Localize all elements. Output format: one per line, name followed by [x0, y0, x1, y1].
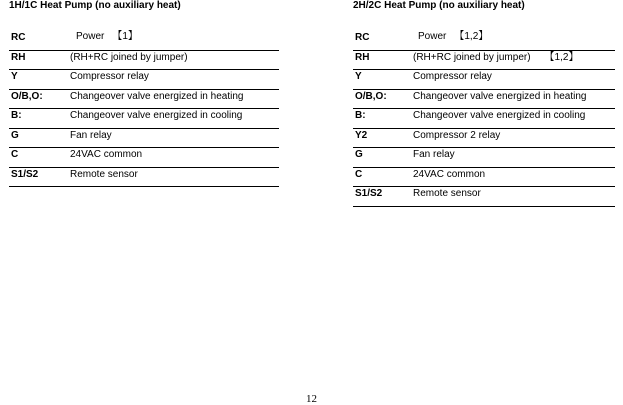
terminal-description: Power 【1】: [76, 31, 138, 42]
terminal-description: 24VAC common: [413, 168, 486, 180]
terminal-label: G: [355, 149, 363, 160]
page-number: 12: [306, 393, 317, 405]
terminal-description: Fan relay: [70, 129, 112, 141]
terminal-label: RH: [355, 51, 370, 63]
footnote-ref: 【1】: [112, 31, 138, 42]
terminal-label: Y: [355, 71, 362, 82]
table-row: [9, 51, 279, 71]
table-row: [9, 109, 279, 129]
terminal-label: Y: [11, 71, 18, 82]
left-wiring-table: [9, 31, 279, 187]
terminal-description: Changeover valve energized in heating: [70, 90, 244, 102]
terminal-label: Y2: [355, 129, 368, 141]
terminal-description: Compressor relay: [70, 71, 149, 82]
terminal-description: Compressor 2 relay: [413, 129, 501, 141]
terminal-description: Remote sensor: [413, 188, 481, 199]
terminal-label: O/B,O:: [11, 90, 43, 102]
terminal-description: Remote sensor: [70, 168, 138, 180]
table-row: [9, 168, 279, 188]
table-row: [353, 168, 615, 188]
terminal-label: RH: [11, 51, 26, 63]
table-row: [353, 70, 615, 90]
right-table-heading: 2H/2C Heat Pump (no auxiliary heat): [353, 0, 525, 11]
terminal-description: Changeover valve energized in cooling: [70, 110, 243, 121]
table-row: [353, 129, 615, 149]
terminal-description: 24VAC common: [70, 149, 143, 160]
terminal-label: O/B,O:: [355, 90, 387, 102]
terminal-description: (RH+RC joined by jumper) 【1,2】: [413, 51, 579, 63]
footnote-ref: 【1,2】: [544, 51, 579, 63]
terminal-label: S1/S2: [355, 188, 383, 199]
table-row: [9, 148, 279, 168]
terminal-description: Compressor relay: [413, 71, 492, 82]
terminal-label: G: [11, 129, 19, 141]
table-row: [9, 70, 279, 90]
terminal-label: RC: [11, 32, 26, 43]
terminal-description: Changeover valve energized in cooling: [413, 110, 586, 121]
table-row: [353, 90, 615, 110]
left-table-heading: 1H/1C Heat Pump (no auxiliary heat): [9, 0, 181, 11]
footnote-ref: 【1,2】: [454, 31, 489, 42]
table-row: [9, 90, 279, 110]
terminal-label: C: [355, 168, 363, 180]
table-row: [353, 31, 615, 51]
table-row: [353, 51, 615, 71]
table-row: [353, 187, 615, 207]
terminal-label: S1/S2: [11, 168, 39, 180]
terminal-label: C: [11, 149, 19, 160]
table-row: [9, 31, 279, 51]
right-wiring-table: [353, 31, 615, 207]
terminal-label: B:: [11, 110, 22, 121]
terminal-description: Changeover valve energized in heating: [413, 90, 587, 102]
terminal-description: (RH+RC joined by jumper): [70, 51, 188, 63]
table-row: [9, 129, 279, 149]
terminal-label: B:: [355, 110, 366, 121]
terminal-description: Fan relay: [413, 149, 455, 160]
table-row: [353, 109, 615, 129]
terminal-label: RC: [355, 32, 370, 43]
terminal-description: Power 【1,2】: [418, 31, 489, 42]
table-row: [353, 148, 615, 168]
